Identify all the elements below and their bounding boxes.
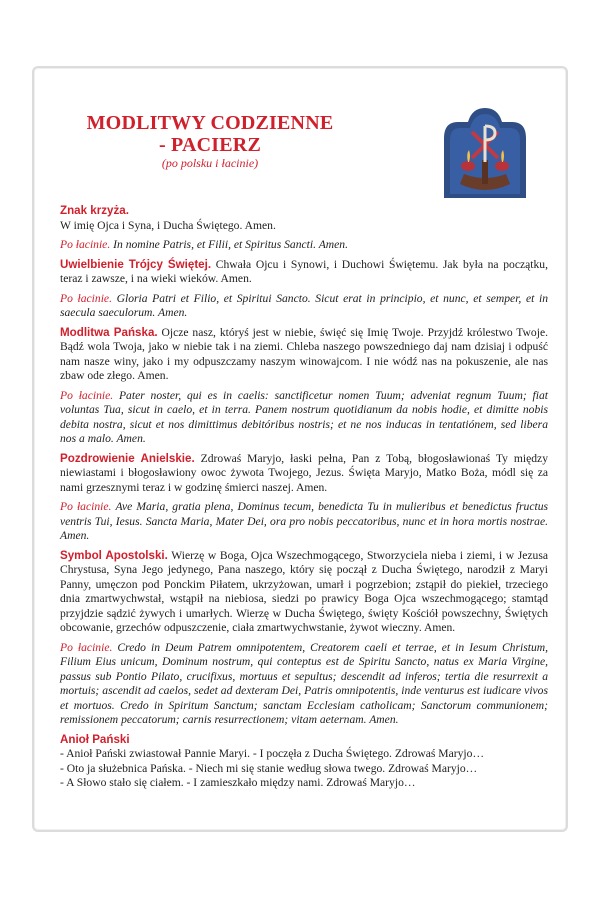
section-aniol-panski xyxy=(60,733,548,791)
card-content xyxy=(60,104,548,795)
section-latin-text xyxy=(60,389,548,447)
latin-label: Po łacinie. xyxy=(60,500,112,513)
section-heading: Znak krzyża. xyxy=(60,204,129,217)
card-header xyxy=(60,104,548,204)
list-item: - Oto ja służebnica Pańska. - Niech mi się stanie według słowa twego. Zdrowaś Maryjo… xyxy=(60,761,478,775)
prayer-card xyxy=(32,66,568,832)
section-polish-text xyxy=(60,549,548,636)
section-symbol-apostolski xyxy=(60,549,548,728)
section-latin-text xyxy=(60,641,548,728)
section-latin-text xyxy=(60,500,548,544)
page-subtitle: (po polsku i łacinie) xyxy=(161,156,259,170)
section-uwielbienie xyxy=(60,258,548,321)
page-title xyxy=(60,112,360,156)
polish-prayer: W imię Ojca i Syna, i Ducha Świętego. Amen. xyxy=(60,218,276,232)
section-heading: Anioł Pański xyxy=(60,732,130,746)
latin-prayer: Credo in Deum Patrem omnipotentem, Creatorem caeli et terrae, et in Iesum Christum, Filium Eius unicum, Dominum nostrum, qui conteptus est de Spiritu Sancto, natus ex Maria Virgine, passus sub Pontio Pilato, crucifixus, mortuus et sepultus; descendit ad inferos; tertia die resurrexit a mortuis; ascendit ad caelos, sedet ad dexteram Dei, Patris omnipotentis, inde venturus est iudicare vivos et mortuos. Credo in Spiritum Sanctum; sanctam Ecclesiam catholicam; Sanctorum communionem; remissionem peccatorum; carnis resurrectionem; vitam aeternam. Amen. xyxy=(60,640,549,726)
latin-prayer: In nomine Patris, et Filii, et Spiritus Sancti. Amen. xyxy=(113,238,348,251)
polish-prayer: Wierzę w Boga, Ojca Wszechmogącego, Stworzyciela nieba i ziemi, i w Jezusa Chrystusa, Syna Jego jedynego, Pana naszego, który się począł z Ducha Świętego, narodził z Maryi Panny, umęczon pod Ponckim Piłatem, ukrzyżowan, umarł i pogrzebion; zstąpił do piekieł, trzeciego dnia zmartwychwstał, wstąpił na niebiosa, siedzi po prawicy Boga Ojca wszechmogącego; stamtąd przyjdzie sądzić żywych i umarłych. Wierzę w Ducha Świętego, święty Kościół powszechny, Świętych obcowanie, grzechów odpuszczenie, ciała zmartwychwstanie, żywot wieczny. Amen. xyxy=(60,548,548,634)
section-latin-text xyxy=(60,292,548,321)
latin-label: Po łacinie. xyxy=(60,640,113,654)
latin-prayer: Gloria Patri et Filio, et Spiritui Sancto. Sicut erat in principio, et nunc, et semper, et in saecula saeculorum. Amen. xyxy=(60,291,548,319)
list-item: - Anioł Pański zwiastował Pannie Maryi. - I poczęła z Ducha Świętego. Zdrowaś Maryjo… xyxy=(60,747,485,760)
title-line-1: MODLITWY CODZIENNE xyxy=(86,112,334,134)
section-heading: Modlitwa Pańska. xyxy=(60,325,158,339)
section-modlitwa-panska xyxy=(60,326,548,447)
section-polish-text xyxy=(60,204,438,233)
section-heading: Symbol Apostolski. xyxy=(60,548,168,562)
section-pozdrowienie-anielskie xyxy=(60,452,548,544)
section-heading: Uwielbienie Trójcy Świętej. xyxy=(60,257,212,271)
polish-prayer: Ojcze nasz, któryś jest w niebie, święć się Imię Twoje. Przyjdź królestwo Twoje. Bądź wola Twoja, jako w niebie tak i na ziemi. Chleba naszego powszedniego daj nam dzisiaj i odpuść nam nasze winy, jako i my odpuszczamy naszym winowajcom. I nie wódź nas na pokuszenie, ale nas zbaw ode złego. Amen. xyxy=(60,325,548,382)
section-heading: Pozdrowienie Anielskie. xyxy=(60,451,195,465)
polish-prayer: Zdrowaś Maryjo, łaski pełna, Pan z Tobą, błogosławionaś Ty między niewiastami i błogosławiony owoc żywota Twojego, Jezus. Święta Maryjo, Matko Boża, módl się za nami grzesznymi teraz i w godzinę śmierci naszej. Amen. xyxy=(60,451,549,494)
chi-rho-oil-lamp-icon xyxy=(438,104,532,198)
aniol-lines xyxy=(60,747,548,791)
latin-prayer: Pater noster, qui es in caelis: sanctificetur nomen Tuum; adveniat regnum Tuum; fiat voluntas Tua, sicut in caelo, et in terra. Panem nostrum quotidianum da nobis hodie, et dimitte nobis debita nostra, sicut et nos dimittimus debitóribus nostris; et ne nos inducas in tentatiónem, sed libera nos a malo. Amen. xyxy=(60,388,548,445)
latin-label: Po łacinie. xyxy=(60,238,111,251)
polish-prayer: Chwała Ojcu i Synowi, i Duchowi Świętemu. Jak była na początku, teraz i zawsze, i na wieki wieków. Amen. xyxy=(60,257,548,285)
latin-label: Po łacinie. xyxy=(60,291,112,305)
title-line-2: - PACIERZ xyxy=(159,134,261,156)
section-latin-text xyxy=(60,238,438,253)
latin-prayer: Ave Maria, gratia plena, Dominus tecum, benedicta Tu in mulieribus et benedictus fructus ventris Tui, Iesus. Sancta Maria, Mater Dei, ora pro nobis peccatoribus, nunc et in hora mortis nostrae. Amen. xyxy=(60,500,548,542)
section-znak-krzyza xyxy=(60,204,548,253)
section-polish-text xyxy=(60,452,548,496)
section-polish-text xyxy=(60,326,548,384)
list-item: - A Słowo stało się ciałem. - I zamieszkało między nami. Zdrowaś Maryjo… xyxy=(60,776,416,789)
section-polish-text xyxy=(60,258,548,287)
latin-label: Po łacinie. xyxy=(60,388,114,402)
